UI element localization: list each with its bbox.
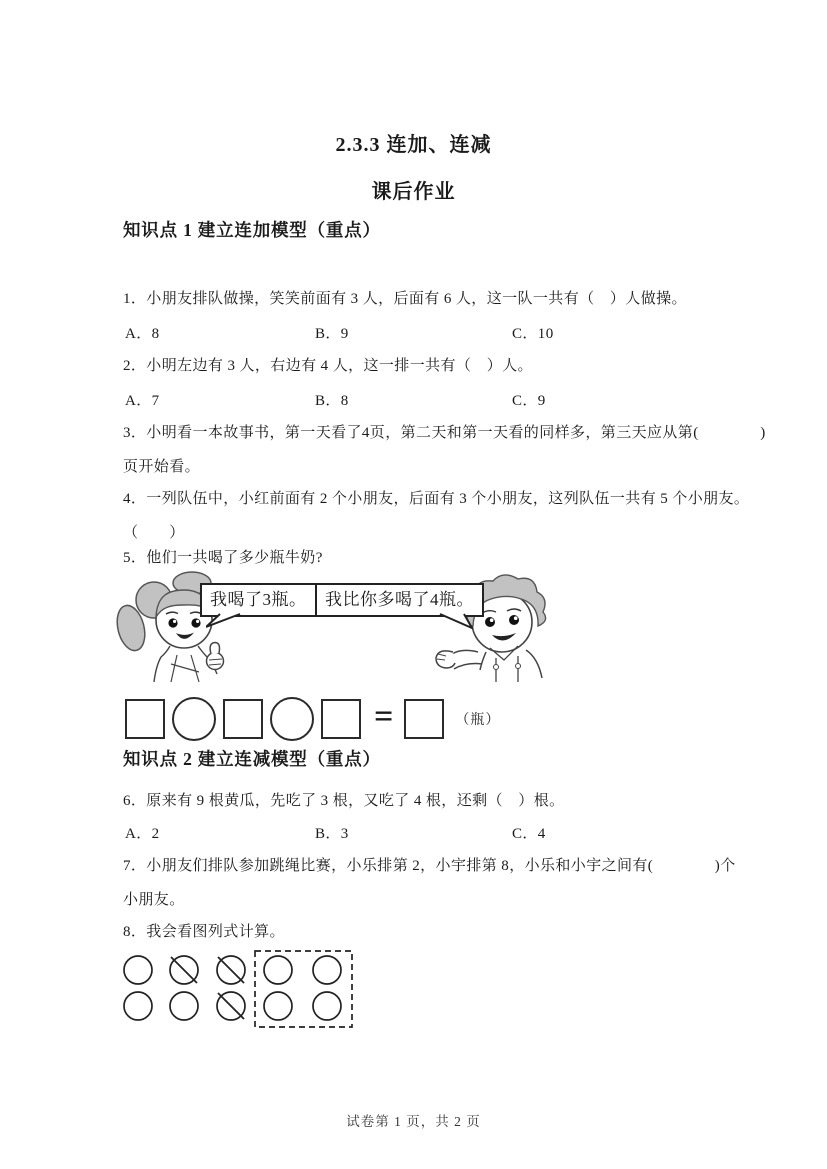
question-2-option-c: C．9: [512, 393, 546, 409]
circles-figure: [122, 948, 362, 1032]
question-6-text: 6．原来有 9 根黄瓜，先吃了 3 根，又吃了 4 根，还剩（ ）根。: [123, 793, 565, 809]
answer-square: [321, 699, 361, 739]
question-5-text: 5．他们一共喝了多少瓶牛奶?: [123, 550, 323, 566]
speech-tail-left-icon: [206, 613, 242, 628]
circle-plain: [313, 992, 341, 1020]
circle-plain: [264, 956, 292, 984]
answer-square: [223, 699, 263, 739]
question-8-text: 8．我会看图列式计算。: [123, 924, 285, 940]
girl-speech-text: 我喝了3瓶。: [210, 590, 307, 609]
question-4-line1: 4．一列队伍中，小红前面有 2 个小朋友，后面有 3 个小朋友，这列队伍一共有 5 个小朋友。: [123, 491, 750, 507]
circle-plain: [124, 956, 152, 984]
milk-illustration: [112, 566, 572, 698]
answer-box-result: [404, 699, 444, 739]
speech-tail-right-icon: [428, 613, 474, 629]
question-2-text: 2．小明左边有 3 人，右边有 4 人，这一排一共有（ ）人。: [123, 358, 533, 374]
question-1-options: [123, 322, 743, 344]
circle-plain: [264, 992, 292, 1020]
question-7-line1: 7．小朋友们排队参加跳绳比赛，小乐排第 2，小宇排第 8，小乐和小宇之间有( )个: [123, 858, 736, 874]
boy-speech-text: 我比你多喝了4瓶。: [325, 590, 474, 609]
answer-square: [125, 699, 165, 739]
question-1-option-b: B．9: [315, 326, 349, 342]
page-title: 2.3.3 连加、连减: [335, 134, 492, 156]
question-6-option-b: B．3: [315, 826, 349, 842]
circle-plain: [313, 956, 341, 984]
equation-shapes: [123, 697, 363, 741]
circle-plain: [170, 992, 198, 1020]
boy-speech-bubble: [315, 583, 484, 617]
question-1-text: 1．小朋友排队做操，笑笑前面有 3 人，后面有 6 人，这一队一共有（ ）人做操。: [123, 291, 687, 307]
question-1-option-a: A．8: [125, 326, 160, 342]
equals-sign: =: [374, 697, 394, 735]
circle-plain: [124, 992, 152, 1020]
girl-speech-bubble: [200, 583, 317, 617]
question-2-option-a: A．7: [125, 393, 160, 409]
section2-heading: 知识点 2 建立连减模型（重点）: [123, 749, 381, 769]
question-1-option-c: C．10: [512, 326, 554, 342]
question-2-option-b: B．8: [315, 393, 349, 409]
question-3-line1: 3．小明看一本故事书，第一天看了4页，第二天和第一天看的同样多，第三天应从第( ): [123, 425, 766, 441]
question-2-options: [123, 389, 743, 411]
section1-heading: 知识点 1 建立连加模型（重点）: [123, 220, 381, 240]
page-subtitle: 课后作业: [371, 181, 456, 203]
page-footer: 试卷第 1 页，共 2 页: [346, 1114, 481, 1129]
question-6-option-c: C．4: [512, 826, 546, 842]
equation-row: [123, 696, 500, 742]
answer-circle: [172, 697, 216, 741]
question-4-line2: （ ）: [123, 525, 185, 541]
question-7-line2: 小朋友。: [123, 892, 185, 908]
question-6-option-a: A．2: [125, 826, 160, 842]
answer-circle: [270, 697, 314, 741]
unit-label: （瓶）: [455, 713, 501, 728]
question-3-line2: 页开始看。: [123, 459, 201, 475]
question-6-options: [123, 822, 743, 844]
